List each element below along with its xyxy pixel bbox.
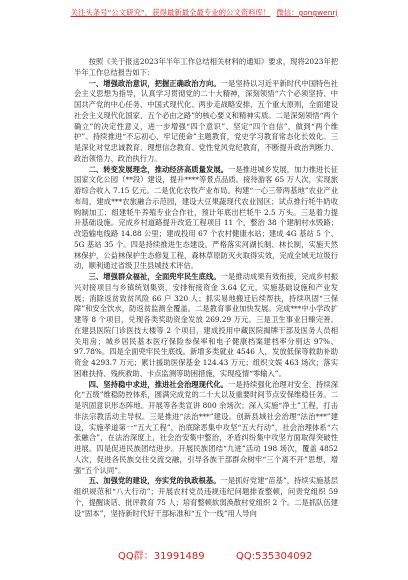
qq-number: QQ:535304092 bbox=[236, 551, 313, 562]
section-body: 一是持续强化治理对安全，持续深化“五级”维稳防控体系，圆满完成党的二十大以及重要时间节点安保维稳任务。二是巩固意识形态阵地。开展等各类宣讲 800 余场次；深入实施“净土”工程，打击非法宗教活动主导权。三是推进“法治***”建设。创新县域社会治理“法治***”建设，实施孝道第一“五大工程”，治底除恶集中攻坚“五大行动”，社会治理体系“六张融合”，在法治深度上，社会治安集中整治，矛盾纠纷集中攻坚方面取得突破性进展。四是促进民族团结进步。开展民族团结“九进”活动 198 场次，覆盖 4852 人次，促进各民族交往交流交融，引导各族干部群众树牢“三个离不开”思想，增强“五个认同”。 bbox=[74, 379, 339, 475]
section-body: 一是坚持以习近平新时代中国特色社会主义思想为指导，认真学习贯彻党的二十大精神，深刻领悟“六个必须坚持、中国共产党的中心任务、中国式现代化、两步走战略安排、五个重大原则，全面建设社会主义现代化国家、五个必由之路”的核心要义和精神实质。二是深刻领悟“两个确立”的决定性意义，进一步增强“四个意识”、坚定“四个自信”，做到“两个维护”。持续推进“不忘初心、牢记使命”主题教育，党史学习教育常态化长效化。三是深化对党忠诚教育、理想信念教育、党性党风党纪教育，不断提升政治判断力、政治领悟力、政治执行力。 bbox=[74, 78, 339, 163]
section-body: 一是抓好党建“苗基”，持续实施基层组织规范和“八大行动”；开展农村党员违规违纪问题排查整顿，问责党组织 59 个，提醒谈话、批评教育 75 人；培育整顿软弱涣散村党组织 2 个。二是抓队伍建设“固本”，坚持新时代好干部标准和“五个一线”用人导向 bbox=[74, 476, 338, 518]
section-heading: 一、增强政治意识，把握正确政治方向。 bbox=[88, 78, 221, 88]
section-heading: 二、转变发展理念，推动经济高质量发展。 bbox=[88, 164, 228, 174]
section-paragraph-4 bbox=[74, 380, 338, 477]
intro-paragraph: 按照《关于报送2023年半年工作总结相关材料的通知》要求，现将2023年把半年工作总结报告如下： bbox=[74, 57, 338, 77]
section-heading: 三、增强群众福祉，全面兜牢民生底线。 bbox=[88, 272, 221, 281]
promo-banner bbox=[0, 8, 408, 18]
document-body bbox=[74, 57, 338, 519]
section-heading: 五、加强党的建设，夯实党的执政根基。 bbox=[88, 476, 221, 486]
section-paragraph-1 bbox=[74, 79, 338, 165]
section-paragraph-2 bbox=[74, 165, 338, 273]
section-heading: 四、坚持稳中求进，推进社会治理现代化。 bbox=[88, 379, 228, 389]
section-body: 一是推进城乡发展，加力推进长征国家文化公园（**段）建设，提升****等景点品质。接待游客 65 万人次，实现旅游综合收入 7.15 亿元。二是优化农牧产业布局。构建“一心三带两基地”农业产业布局，建成***农旅融合示范园，建设大豆果蔬现代农业园区；试点推行牦牛奶收购制加工；组建牦牛养殖专业合作社，预计年底出栏牦牛 2.5 万头。三是着力提升基础设施。完成乡村道路提升改造工程项目 11 个，整治 38 个建制村水毁路；改造输电线路 14.88 公里；建成投用 67 个农村健康水站；建成 4G 基站 5 个、5G 基站 35 个。四是持续推进生态建设。严格落实河湖长制、林长制，实施天然林保护，公益林保护生态修复工程，森林草原防灭火取得实效，完成全域无垃圾行动，顺利通过省级卫生县城技术评估。 bbox=[74, 164, 339, 271]
qq-group-number: QQ群：31991489 bbox=[118, 551, 205, 562]
section-body: 一是推动成果有效衔接，完成乡村振兴对接项目与乡镇统划集资，安排衔接资金 3.64 亿元，实施基础设施和产业发展；消除返贫致贫风险 66 户 320 人；抓实易地搬迁后续帮扶，持续巩固“三保障”和安全饮水，防返贫监测全覆盖。二是教育事业加快发展。完成***中小学改扩建等 8 个项目，兑现各类奖助资金发放 269.29 万元。三是卫生事业日臻完善。在建县医院门诊医技大楼等 2 个项目，建成投用中藏医院揭牌干部及医务人员相关用房；城乡居民基本医疗保险参保率和电子健康档案建档率分别达 97%、97.78%。四是全面兜牢民生底线。新增多类就业 4546 人，发放低保等救助补助资金 4293.7 万元；累计援助医保基金 124.43 万元；组织文娱 463 场次；落实困难扶持、残疾救助、卡点监测等助困措施，实现疫情“零输入”。 bbox=[74, 272, 339, 378]
wechat-id: 微信：gongwenrj bbox=[276, 8, 338, 17]
promo-link[interactable]: 关注头条号“公文研究”，获得最新最全最专业的公文资料库！ bbox=[70, 8, 271, 17]
section-paragraph-5 bbox=[74, 476, 338, 519]
contact-footer bbox=[0, 549, 408, 565]
section-paragraph-3 bbox=[74, 272, 338, 380]
